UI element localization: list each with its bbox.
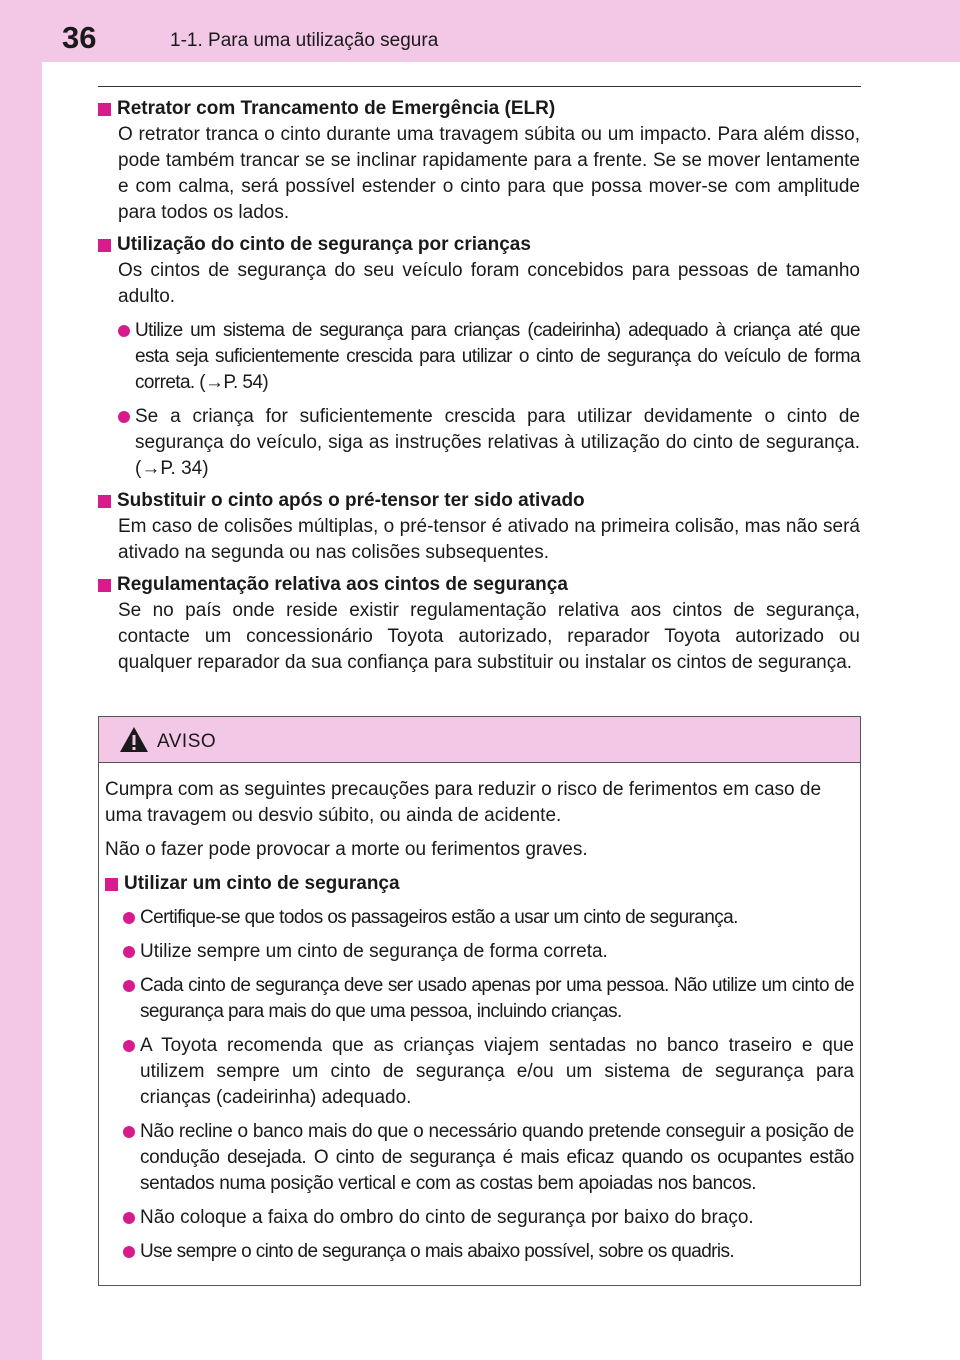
square-bullet-icon	[105, 878, 118, 891]
warning-header	[99, 717, 860, 763]
chapter-title: 1-1. Para uma utilização segura	[170, 30, 439, 51]
warning-intro: Cumpra com as seguintes precauções para reduzir o risco de ferimentos em caso de uma travagem ou desvio súbito, ou ainda de acidente.	[105, 779, 822, 826]
section-elr	[98, 96, 860, 226]
section-children	[98, 232, 860, 482]
section-pretensioner	[98, 488, 860, 566]
list-item: Se a criança for suficientemente crescida para utilizar devidamente o cinto de segurança do veículo, siga as instruções relativas à utilização do cinto de segurança. (→P. 34)	[118, 404, 860, 482]
warning-title: AVISO	[157, 731, 217, 752]
list-item: Não coloque a faixa do ombro do cinto de segurança por baixo do braço.	[123, 1205, 854, 1231]
square-bullet-icon	[98, 239, 111, 252]
list-item: A Toyota recomenda que as crianças viajem sentadas no banco traseiro e que utilizem sempre um cinto de segurança e/ou um sistema de segurança para crianças (cadeirinha) adequado.	[123, 1033, 854, 1111]
square-bullet-icon	[98, 579, 111, 592]
square-bullet-icon	[98, 103, 111, 116]
warning-box	[98, 716, 861, 1286]
list-item: Use sempre o cinto de segurança o mais abaixo possível, sobre os quadris.	[123, 1239, 854, 1265]
circle-bullet-icon	[123, 980, 135, 992]
list-item: Não recline o banco mais do que o necessário quando pretende conseguir a posição de condução desejada. O cinto de segurança é mais eficaz quando os ocupantes estão sentados numa posição vertical e com as costas bem apoiadas nos bancos.	[123, 1119, 854, 1197]
header-band	[0, 0, 960, 62]
square-bullet-icon	[98, 495, 111, 508]
circle-bullet-icon	[123, 946, 135, 958]
section-text: Em caso de colisões múltiplas, o pré-tensor é ativado na primeira colisão, mas não será ativado na segunda ou nas colisões subsequentes.	[118, 516, 860, 563]
circle-bullet-icon	[123, 1212, 135, 1224]
section-text: Os cintos de segurança do seu veículo foram concebidos para pessoas de tamanho adulto.	[118, 260, 860, 307]
circle-bullet-icon	[118, 411, 130, 423]
circle-bullet-icon	[123, 1246, 135, 1258]
section-heading: Utilização do cinto de segurança por crianças	[98, 232, 860, 258]
warning-heading: Utilizar um cinto de segurança	[105, 871, 854, 897]
main-content	[98, 96, 860, 682]
warning-body	[99, 763, 860, 1265]
list-item: Utilize sempre um cinto de segurança de forma correta.	[123, 939, 854, 965]
section-heading: Regulamentação relativa aos cintos de segurança	[98, 572, 860, 598]
section-text: Se no país onde reside existir regulamentação relativa aos cintos de segurança, contacte um concessionário Toyota autorizado, reparador Toyota autorizado ou qualquer reparador da sua confiança para substituir ou instalar os cintos de segurança.	[118, 600, 860, 673]
list-item: Cada cinto de segurança deve ser usado apenas por uma pessoa. Não utilize um cinto de segurança para mais do que uma pessoa, incluindo crianças.	[123, 973, 854, 1025]
section-heading: Substituir o cinto após o pré-tensor ter sido ativado	[98, 488, 860, 514]
section-text: O retrator tranca o cinto durante uma travagem súbita ou um impacto. Para além disso, pode também trancar se se inclinar rapidamente para a frente. Se se mover lentamente e com calma, será possível estender o cinto para que possa mover-se com amplitude para todos os lados.	[118, 124, 860, 223]
left-color-band	[0, 0, 42, 1360]
circle-bullet-icon	[123, 912, 135, 924]
list-item: Certifique-se que todos os passageiros estão a usar um cinto de segurança.	[123, 905, 854, 931]
warning-triangle-icon	[119, 726, 149, 753]
list-item: Utilize um sistema de segurança para crianças (cadeirinha) adequado à criança até que esta seja suficientemente crescida para utilizar o cinto de segurança do veículo de forma correta. (→P. 54)	[118, 318, 860, 396]
circle-bullet-icon	[123, 1126, 135, 1138]
warning-intro-2: Não o fazer pode provocar a morte ou ferimentos graves.	[105, 839, 588, 860]
page-number: 36	[62, 20, 97, 55]
section-regulations	[98, 572, 860, 676]
section-heading: Retrator com Trancamento de Emergência (ELR)	[98, 96, 860, 122]
circle-bullet-icon	[123, 1040, 135, 1052]
header-divider	[98, 86, 861, 87]
circle-bullet-icon	[118, 325, 130, 337]
